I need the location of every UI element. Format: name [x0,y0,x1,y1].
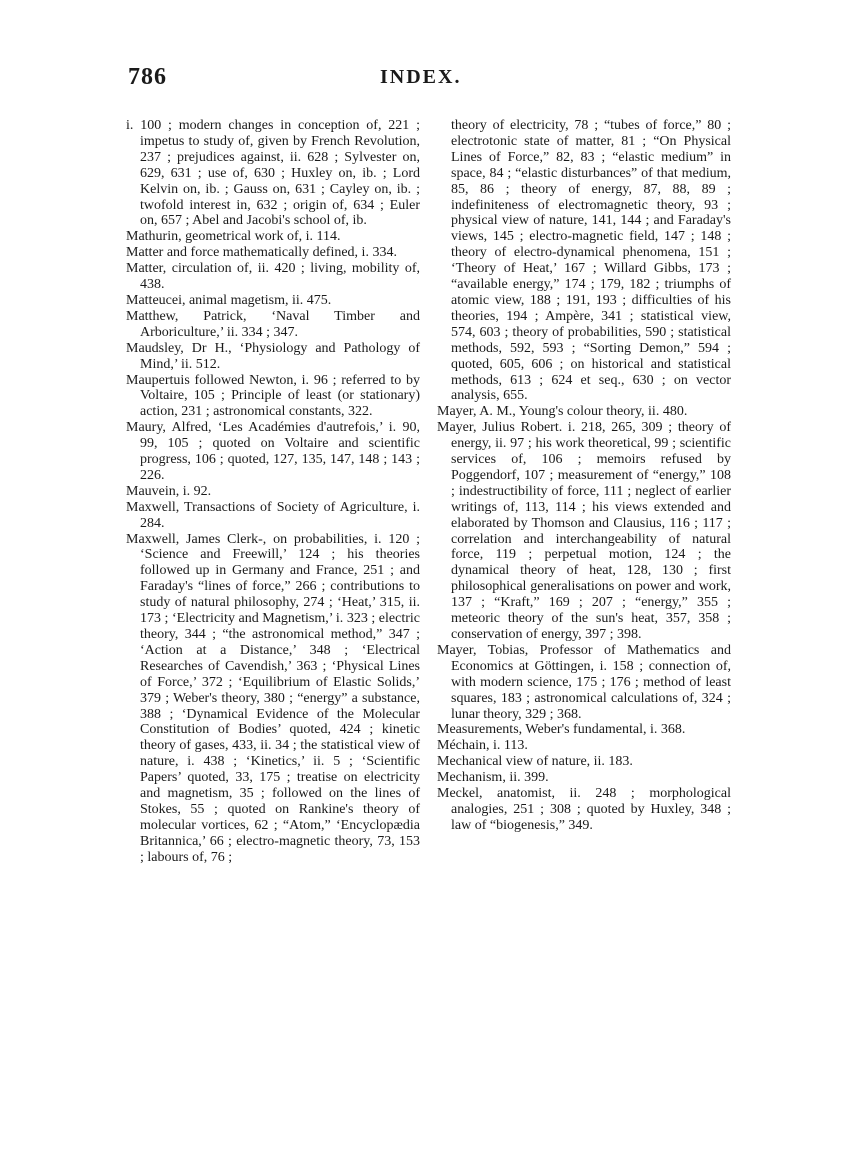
index-entry: Matter, circulation of, ii. 420 ; living, mobility of, 438. [126,261,420,293]
index-entry: Maury, Alfred, ‘Les Académies d'autrefois,’ i. 90, 99, 105 ; quoted on Voltaire and scientific progress, 106 ; quoted, 127, 135, 147, 148 ; 143 ; 226. [126,420,420,483]
index-entry: Méchain, i. 113. [437,738,528,754]
right-column [437,118,731,834]
running-head: INDEX. [380,66,462,88]
index-entry: Matter and force mathematically defined, i. 334. [126,245,397,261]
index-entry: Matthew, Patrick, ‘Naval Timber and Arboriculture,’ ii. 334 ; 347. [126,308,420,340]
index-entry: Mayer, A. M., Young's colour theory, ii. 480. [437,404,688,420]
index-entry: Mayer, Julius Robert. i. 218, 265, 309 ; theory of energy, ii. 97 ; his work theoretical, 99 ; scientific services of, 106 ; memoirs refused by Poggendorf, 107 ; measurement of “energy,” 108 ; indestructibility of force, 111 ; neglect of earlier writings of, 113, 114 ; his views extended and elaborated by Thomson and Clausius, 116 ; 117 ; correlation and interchangeability of natural force, 119 ; perpetual motion, 124 ; the dynamical theory of heat, 128, 130 ; first philosophical generalisations on power and work, 137 ; “Kraft,” 169 ; 207 ; “energy,” 355 ; meteoric theory of the sun's heat, 357, 358 ; conservation of energy, 397 ; 398. [437,420,731,642]
index-entry: i. 100 ; modern changes in conception of, 221 ; impetus to study of, given by French Revolution, 237 ; prejudices against, ii. 628 ; Sylvester on, 629, 631 ; use of, 630 ; Huxley on, ib. ; Lord Kelvin on, ib. ; Gauss on, 631 ; Cayley on, ib. ; twofold interest in, 632 ; origin of, 634 ; Euler on, 657 ; Abel and Jacobi's school of, ib. [126,118,420,229]
index-entry: Measurements, Weber's fundamental, i. 368. [437,722,686,738]
index-entry: Mayer, Tobias, Professor of Mathematics and Economics at Göttingen, i. 158 ; connection of, with modern science, 175 ; 176 ; method of least squares, 183 ; astronomical calculations of, 324 ; lunar theory, 329 ; 368. [437,642,731,722]
left-column [126,118,420,866]
index-entry: Maupertuis followed Newton, i. 96 ; referred to by Voltaire, 105 ; Principle of least (or stationary) action, 231 ; astronomical constants, 322. [126,372,420,420]
index-entry: Mechanism, ii. 399. [437,770,549,786]
index-entry: Mechanical view of nature, ii. 183. [437,754,633,770]
index-entry: Matteucei, animal magetism, ii. 475. [126,292,332,308]
index-entry: Maudsley, Dr H., ‘Physiology and Pathology of Mind,’ ii. 512. [126,340,420,372]
index-entry: Maxwell, Transactions of Society of Agriculture, i. 284. [126,499,420,531]
index-entry: Mathurin, geometrical work of, i. 114. [126,229,341,245]
index-entry: Maxwell, James Clerk-, on probabilities, i. 120 ; ‘Science and Freewill,’ 124 ; his theories followed up in Germany and France, 251 ; and Faraday's “lines of force,” 266 ; contributions to study of natural philosophy, 274 ; ‘Heat,’ 315, ii. 173 ; ‘Electricity and Magnetism,’ i. 323 ; electric theory, 344 ; “the astronomical method,” 347 ; ‘Action at a Distance,’ 348 ; ‘Electrical Researches of Cavendish,’ 363 ; ‘Physical Lines of Force,’ 372 ; ‘Equilibrium of Elastic Solids,’ 379 ; Weber's theory, 380 ; “energy” a substance, 388 ; ‘Dynamical Evidence of the Molecular Constitution of Bodies’ quoted, 424 ; kinetic theory of gases, 433, ii. 34 ; the statistical view of nature, i. 438 ; ‘Kinetics,’ ii. 5 ; ‘Scientific Papers’ quoted, 33, 175 ; treatise on electricity and magnetism, 35 ; followed on the lines of Stokes, 55 ; quoted on Rankine's theory of molecular vortices, 62 ; “Atom,” ‘Encyclopædia Britannica,’ 66 ; electro-magnetic theory, 73, 153 ; labours of, 76 ; [126,531,420,865]
index-entry: Meckel, anatomist, ii. 248 ; morphological analogies, 251 ; 308 ; quoted by Huxley, 348 ; law of “biogenesis,” 349. [437,786,731,833]
index-entry: Mauvein, i. 92. [126,483,212,499]
page-number: 786 [128,64,167,90]
index-entry: theory of electricity, 78 ; “tubes of force,” 80 ; electrotonic state of matter, 81 ; “On Physical Lines of Force,” 82, 83 ; “elastic medium” in space, 84 ; “elastic disturbances” of that medium, 85, 86 ; theory of energy, 87, 88, 89 ; indefiniteness of electromagnetic theory, 93 ; physical view of nature, 141, 144 ; and Faraday's views, 145 ; electro-magnetic field, 147 ; 148 ; theory of electro-dynamical phenomena, 151 ; ‘Theory of Heat,’ 167 ; Willard Gibbs, 173 ; “available energy,” 174 ; 179, 182 ; triumphs of atomic view, 188 ; 191, 193 ; difficulties of his theories, 194 ; Ampère, 341 ; statistical view, 574, 603 ; theory of probabilities, 590 ; statistical methods, 592, 593 ; “Sorting Demon,” 594 ; quoted, 605, 606 ; on historical and statistical methods, 613 ; 624 et seq., 630 ; on vector analysis, 655. [451,118,731,404]
